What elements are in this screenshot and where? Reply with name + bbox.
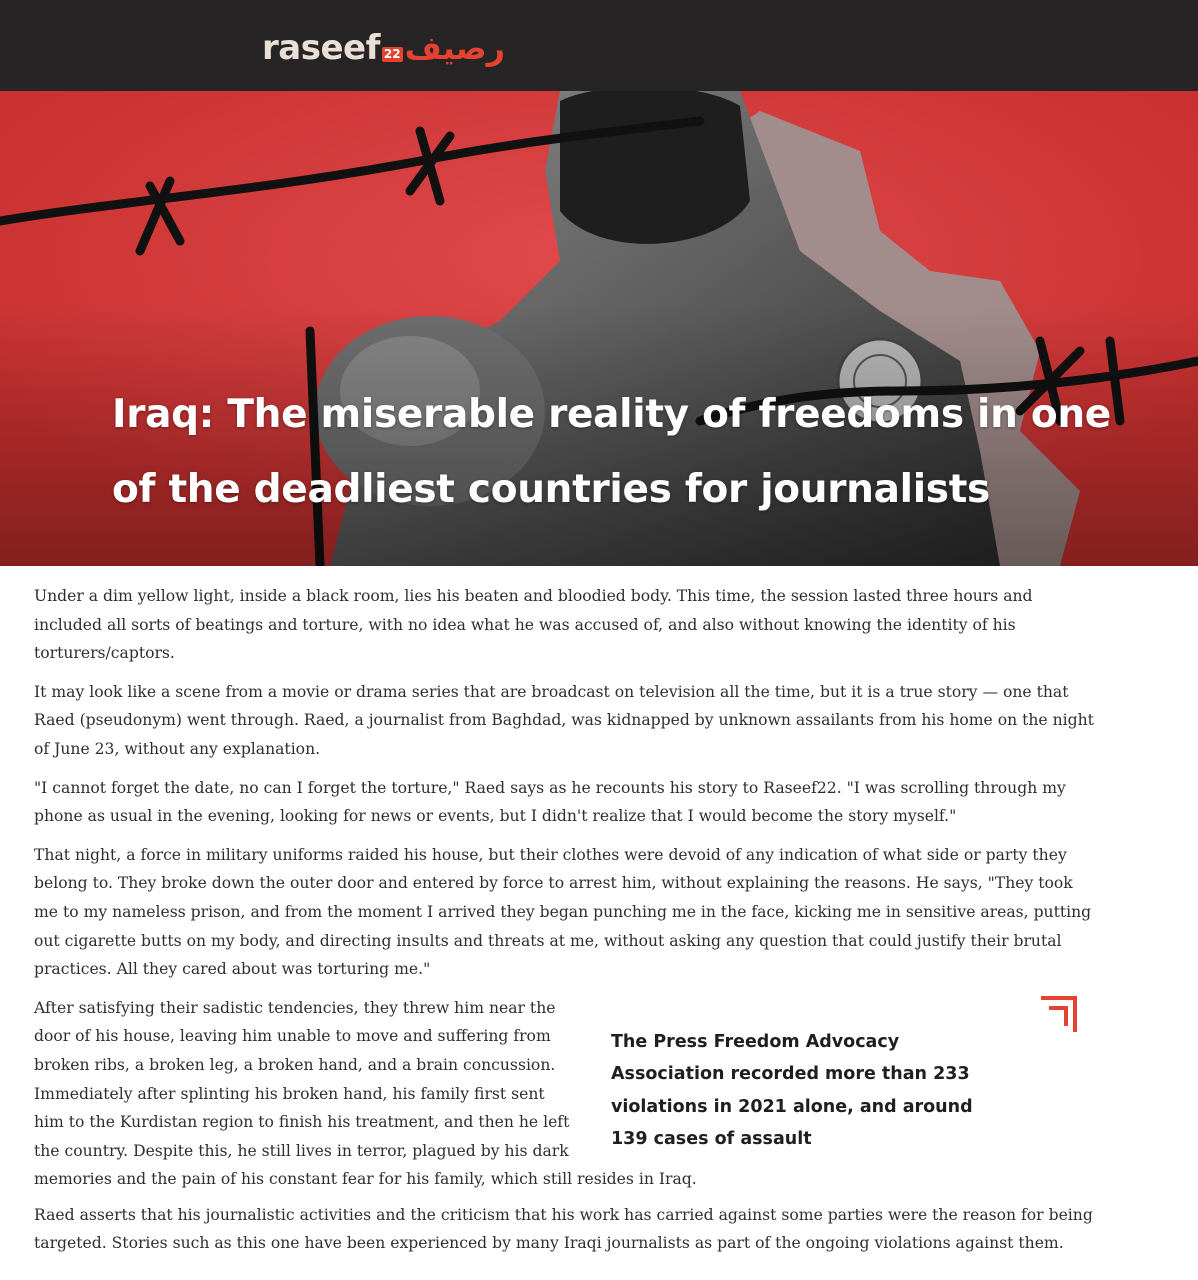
logo-latin-text: raseef — [262, 28, 380, 68]
article-paragraph-2: It may look like a scene from a movie or drama series that are broadcast on television all the time, but it is a true story — one that Raed (pseudonym) went through. Raed, a journalist from Baghdad, was kidnapped by unknown assailants from his home on the night of June 23, without any explanation. — [34, 682, 1094, 758]
article-paragraph-4: That night, a force in military uniforms raided his house, but their clothes were devoid of any indication of what side or party they belong to. They broke down the outer door and entered by force to arrest him, without explaining the reasons. He says, "They took me to my nameless prison, and from the moment I arrived they began punching me in the face, kicking me in sensitive areas, putting out cigarette butts on my body, and directing insults and threats at me, without asking any question that could justify their brutal practices. All they cared about was torturing me." — [34, 845, 1092, 979]
site-header — [0, 0, 1198, 91]
corner-quote-icon — [1039, 994, 1079, 1034]
article-paragraph-5: After satisfying their sadistic tendencies, they threw him near the door of his house, leaving him unable to move and suffering from broken ribs, a broken leg, a broken hand, and a brain concussion. Immediately after splinting his broken hand, his family first sent him to the Kurdistan region to finish his treatment, and then he left the country. Despite this, he still lives in terror, plagued by his dark — [34, 998, 570, 1160]
article-paragraph-6: Raed asserts that his journalistic activities and the criticism that his work has carried against some parties were the reason for being targeted. Stories such as this one have been experienced by many Iraqi journalists as part of the ongoing violations against them. — [34, 1205, 1093, 1253]
pull-quote: The Press Freedom Advocacy Association recorded more than 233 violations in 2021 alone, and around 139 cases of assault — [611, 1031, 973, 1150]
logo-number-badge: 22 — [383, 47, 401, 61]
article-title: Iraq: The miserable reality of freedoms in one of the deadliest countries for journalists — [112, 392, 1111, 512]
hero-banner — [0, 91, 1198, 566]
article-paragraph-3: "I cannot forget the date, no can I forget the torture," Raed says as he recounts his story to Raseef22. "I was scrolling through my phone as usual in the evening, looking for news or events, but I didn't realize that I would become the story myself." — [34, 778, 1066, 826]
article-split-section — [34, 994, 1094, 1191]
logo-arabic-text: رصيف — [404, 29, 506, 67]
article-paragraph-1: Under a dim yellow light, inside a black room, lies his beaten and bloodied body. This time, the session lasted three hours and included all sorts of beatings and torture, with no idea what he was accused of, and also without knowing the identity of his torturers/captors. — [34, 587, 1033, 663]
site-logo[interactable] — [262, 24, 505, 68]
article-paragraph-5-continuation: memories and the pain of his constant fear for his family, which still resides in Iraq. — [34, 1169, 697, 1188]
article-body — [34, 582, 1094, 1268]
